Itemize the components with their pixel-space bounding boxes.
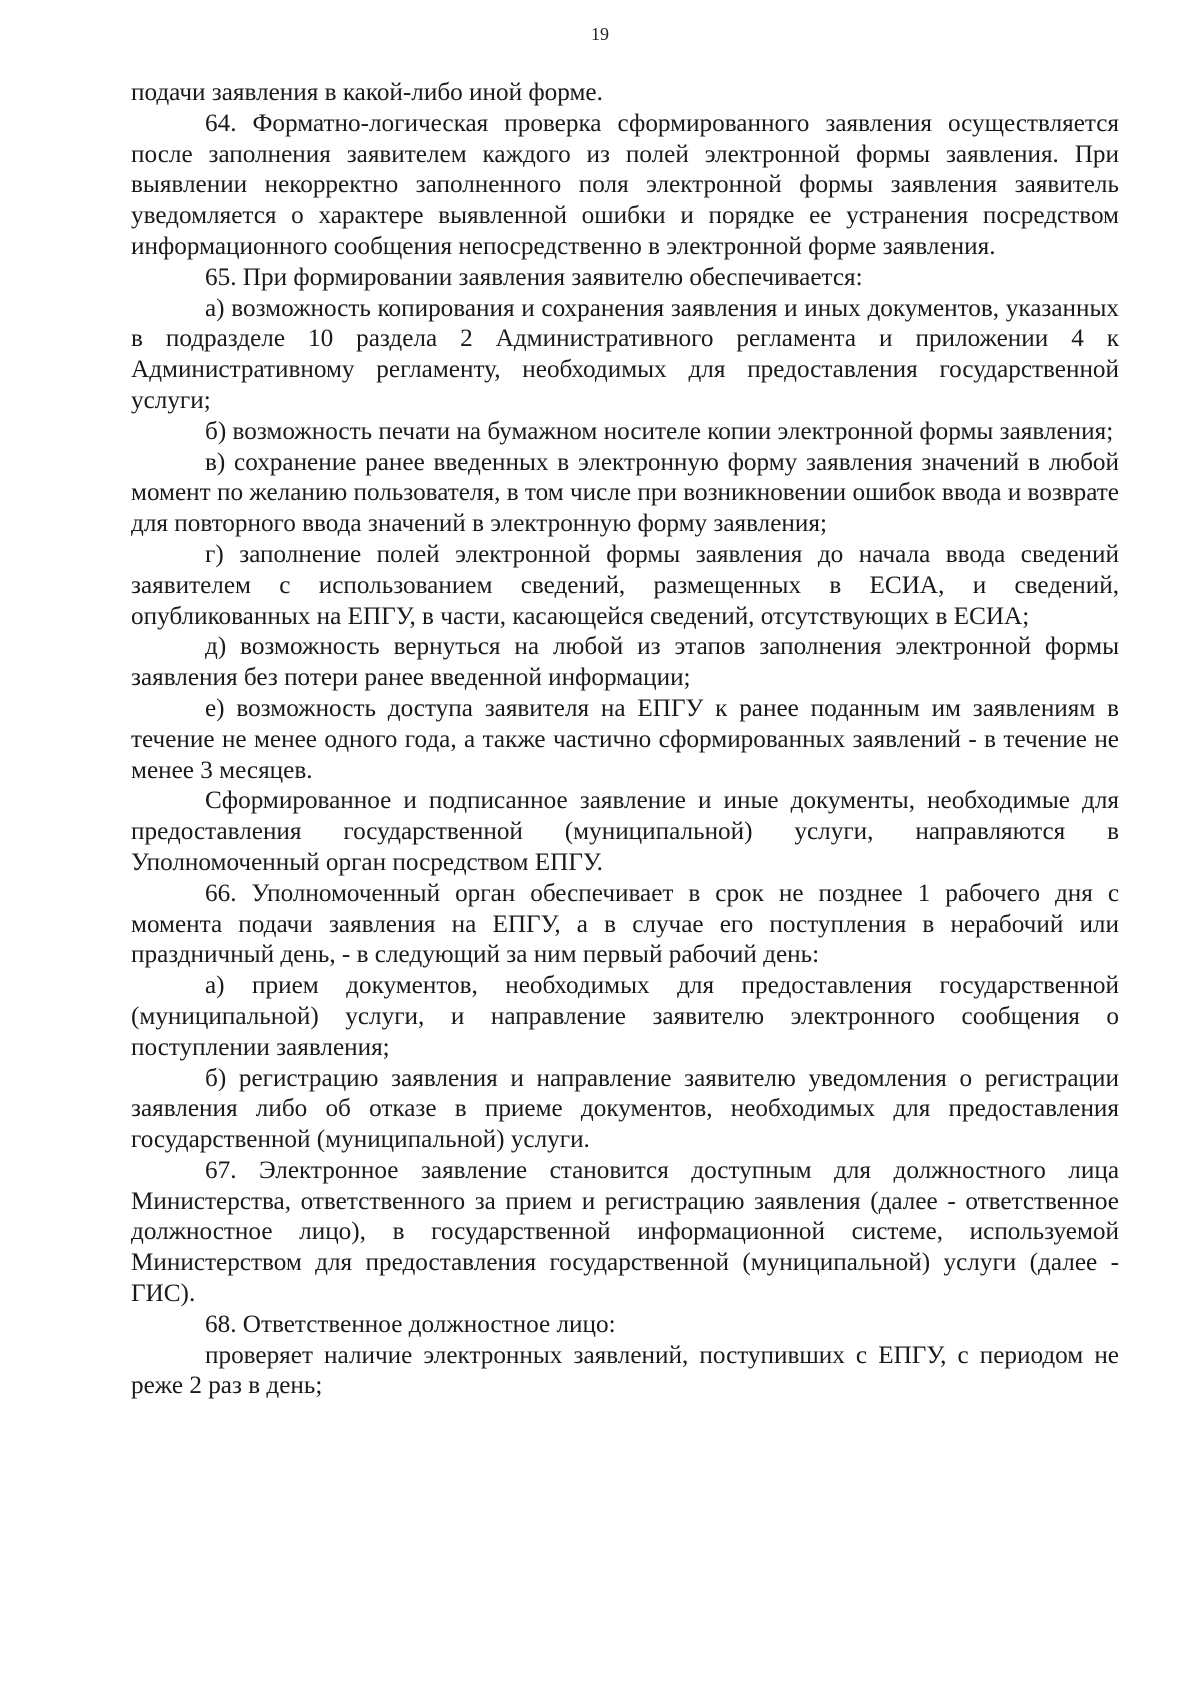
paragraph-67: 67. Электронное заявление становится доступным для должностного лица Министерства, ответственного за прием и регистрацию заявления (далее - ответственное должностное лицо), в государственной информационной системе, используемой Министерством для предоставления государственной (муниципальной) услуги (далее - ГИС). (131, 1156, 1119, 1308)
paragraph-65-d: д) возможность вернуться на любой из этапов заполнения электронной формы заявления без потери ранее введенной информации; (131, 633, 1119, 692)
paragraph-66-a: а) прием документов, необходимых для предоставления государственной (муниципальной) услуги, и направление заявителю электронного сообщения о поступлении заявления; (131, 972, 1119, 1061)
paragraph-65-v: в) сохранение ранее введенных в электронную форму заявления значений в любой момент по желанию пользователя, в том числе при возникновении ошибок ввода и возврате для повторного ввода значений в электронную форму заявления; (131, 448, 1119, 538)
paragraph-65-g: г) заполнение полей электронной формы заявления до начала ввода сведений заявителем с использованием сведений, размещенных в ЕСИА, и сведений, опубликованных на ЕПГУ, в части, касающейся сведений, отсутствующих в ЕСИА; (131, 540, 1119, 630)
paragraph-submission: Сформированное и подписанное заявление и иные документы, необходимые для предоставления государственной (муниципальной) услуги, направляются в Уполномоченный орган посредством ЕПГУ. (131, 787, 1119, 876)
page-number: 19 (591, 24, 609, 44)
paragraph-65-b: б) возможность печати на бумажном носителе копии электронной формы заявления; (205, 417, 1114, 445)
paragraph-66: 66. Уполномоченный орган обеспечивает в срок не позднее 1 рабочего дня с момента подачи заявления на ЕПГУ, а в случае его поступления в нерабочий или праздничный день, - в следующий за ним первый рабочий день: (131, 879, 1119, 969)
paragraph-66-b: б) регистрацию заявления и направление заявителю уведомления о регистрации заявления либо об отказе в приеме документов, необходимых для предоставления государственной (муниципальной) услуги. (131, 1064, 1119, 1154)
paragraph-68: 68. Ответственное должностное лицо: (205, 1310, 616, 1338)
paragraph-continuation: подачи заявления в какой-либо иной форме. (131, 79, 603, 106)
paragraph-65-a: а) возможность копирования и сохранения заявления и иных документов, указанных в подразделе 10 раздела 2 Административного регламента и приложении 4 к Административному регламенту, необходимых для предоставления государственной услуги; (131, 294, 1119, 414)
paragraph-65: 65. При формировании заявления заявителю обеспечивается: (205, 263, 863, 291)
paragraph-65-e: е) возможность доступа заявителя на ЕПГУ к ранее поданным им заявлениям в течение не менее одного года, а также частично сформированных заявлений - в течение не менее 3 месяцев. (131, 694, 1119, 784)
paragraph-64: 64. Форматно-логическая проверка сформированного заявления осуществляется после заполнения заявителем каждого из полей электронной формы заявления. При выявлении некорректно заполненного поля электронной формы заявления заявитель уведомляется о характере выявленной ошибки и порядке ее устранения посредством информационного сообщения непосредственно в электронной форме заявления. (131, 109, 1119, 260)
document-body (131, 78, 1119, 1402)
paragraph-68-check: проверяет наличие электронных заявлений, поступивших с ЕПГУ, с периодом не реже 2 раз в день; (131, 1341, 1119, 1400)
